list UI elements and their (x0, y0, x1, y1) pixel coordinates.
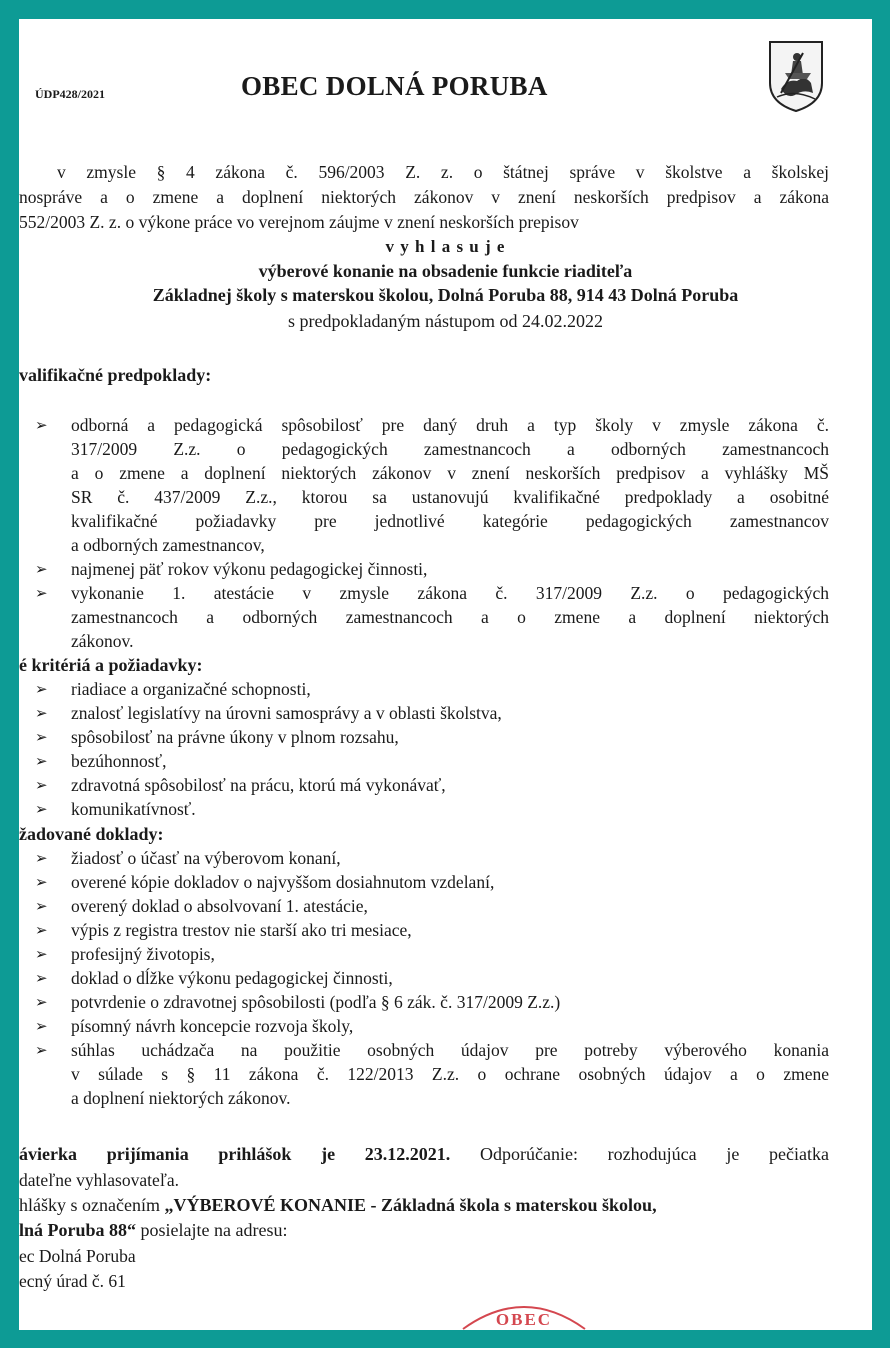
qualification-item: odborná a pedagogická spôsobilosť pre daný druh a typ školy v zmysle zákona č. (71, 415, 829, 435)
address-line: ecný úrad č. 61 (19, 1271, 126, 1291)
qualification-item-line: zamestnancoch a odborných zamestnancoch a o zmene a doplnení niektorých (71, 607, 829, 627)
address-line: ec Dolná Poruba (19, 1246, 136, 1266)
deadline-line-2: dateľne vyhlasovateľa. (19, 1170, 179, 1190)
stamp-text: OBEC (495, 1310, 553, 1329)
qualification-item: najmenej päť rokov výkonu pedagogickej činnosti, (71, 559, 428, 579)
qualification-item-line: 317/2009 Z.z. o pedagogických zamestnancoch a odborných zamestnancoch (71, 439, 829, 459)
criteria-item: bezúhonnosť, (71, 751, 167, 771)
bullet-icon: ➢ (35, 802, 48, 818)
document-item: overené kópie dokladov o najvyššom dosiahnutom vzdelaní, (71, 872, 495, 892)
applications-line-2 (19, 1220, 287, 1241)
reference-number: ÚDP428/2021 (35, 87, 105, 101)
document-item-line: a doplnení niektorých zákonov. (71, 1088, 291, 1108)
criteria-item: znalosť legislatívy na úrovni samosprávy a v oblasti školstva, (71, 703, 502, 723)
document-item: overený doklad o absolvovaní 1. atestácie, (71, 896, 368, 916)
intro-line: 552/2003 Z. z. o výkone práce vo verejnom záujme v znení neskorších prepisov (19, 212, 579, 232)
documents-heading: žadované doklady: (19, 824, 164, 844)
criteria-heading: é kritériá a požiadavky: (19, 655, 203, 675)
bullet-icon: ➢ (35, 730, 48, 746)
announcement-verb: v y h l a s u j e (385, 237, 506, 256)
bullet-icon: ➢ (35, 947, 48, 963)
deadline-note: Odporúčanie: rozhodujúca je pečiatka (450, 1144, 829, 1164)
bullet-icon: ➢ (35, 706, 48, 722)
page-title: OBEC DOLNÁ PORUBA (241, 71, 548, 101)
deadline-line (19, 1144, 829, 1165)
intro-line: v zmysle § 4 zákona č. 596/2003 Z. z. o štátnej správe v školstve a školskej (57, 162, 829, 182)
document-page (19, 19, 872, 1330)
announcement-school: Základnej školy s materskou školou, Dolná Poruba 88, 914 43 Dolná Poruba (152, 285, 739, 305)
qualification-item: vykonanie 1. atestácie v zmysle zákona č. 317/2009 Z.z. o pedagogických (71, 583, 829, 603)
document-item: doklad o dĺžke výkonu pedagogickej činnosti, (71, 968, 393, 988)
bullet-icon: ➢ (35, 586, 48, 602)
municipal-crest-icon (767, 39, 825, 113)
criteria-item: riadiace a organizačné schopnosti, (71, 679, 311, 699)
bullet-icon: ➢ (35, 562, 48, 578)
bullet-icon: ➢ (35, 778, 48, 794)
document-item-line: v súlade s § 11 zákona č. 122/2013 Z.z. o ochrane osobných údajov a o zmene (71, 1064, 829, 1084)
document-item: potvrdenie o zdravotnej spôsobilosti (podľa § 6 zák. č. 317/2009 Z.z.) (71, 992, 561, 1012)
qualification-item-line: SR č. 437/2009 Z.z., ktorou sa ustanovujú kvalifikačné predpoklady a osobitné (71, 487, 829, 507)
criteria-item: komunikatívnosť. (71, 799, 196, 819)
bullet-icon: ➢ (35, 995, 48, 1011)
bullet-icon: ➢ (35, 682, 48, 698)
bullet-icon: ➢ (35, 418, 48, 434)
document-item: žiadosť o účasť na výberovom konaní, (71, 848, 341, 868)
qualification-item-line: kvalifikačné požiadavky pre jednotlivé kategórie pedagogických zamestnancov (71, 511, 829, 531)
criteria-item: zdravotná spôsobilosť na prácu, ktorú má vykonávať, (71, 775, 446, 795)
announcement-start-date: s predpokladaným nástupom od 24.02.2022 (288, 311, 603, 331)
official-stamp-icon (459, 1291, 589, 1330)
document-item: súhlas uchádzača na použitie osobných údajov pre potreby výberového konania (71, 1040, 829, 1060)
document-item: profesijný životopis, (71, 944, 215, 964)
document-item: výpis z registra trestov nie starší ako tri mesiace, (71, 920, 412, 940)
bullet-icon: ➢ (35, 923, 48, 939)
qualification-item-line: a odborných zamestnancov, (71, 535, 265, 555)
bullet-icon: ➢ (35, 899, 48, 915)
applications-label-2: lná Poruba 88“ (19, 1220, 137, 1240)
applications-line (19, 1195, 657, 1216)
qualification-item-line: zákonov. (71, 631, 134, 651)
bullet-icon: ➢ (35, 754, 48, 770)
criteria-item: spôsobilosť na právne úkony v plnom rozsahu, (71, 727, 399, 747)
applications-label: „VÝBEROVÉ KONANIE - Základná škola s materskou školou, (164, 1195, 657, 1215)
bullet-icon: ➢ (35, 1043, 48, 1059)
announcement-title: výberové konanie na obsadenie funkcie riaditeľa (258, 261, 633, 281)
bullet-icon: ➢ (35, 1019, 48, 1035)
bullet-icon: ➢ (35, 875, 48, 891)
qualifications-heading: valifikačné predpoklady: (19, 365, 212, 385)
bullet-icon: ➢ (35, 851, 48, 867)
applications-address-intro: posielajte na adresu: (136, 1220, 288, 1240)
applications-intro: hlášky s označením (19, 1195, 165, 1215)
deadline-date: ávierka prijímania prihlášok je 23.12.2021. (19, 1144, 451, 1164)
document-item: písomný návrh koncepcie rozvoja školy, (71, 1016, 354, 1036)
qualification-item-line: a o zmene a doplnení niektorých zákonov v znení neskorších predpisov a vyhlášky MŠ (71, 463, 829, 483)
intro-line: nosprávе a o zmene a doplnení niektorých zákonov v znení neskorších predpisov a zákona (19, 187, 829, 207)
bullet-icon: ➢ (35, 971, 48, 987)
